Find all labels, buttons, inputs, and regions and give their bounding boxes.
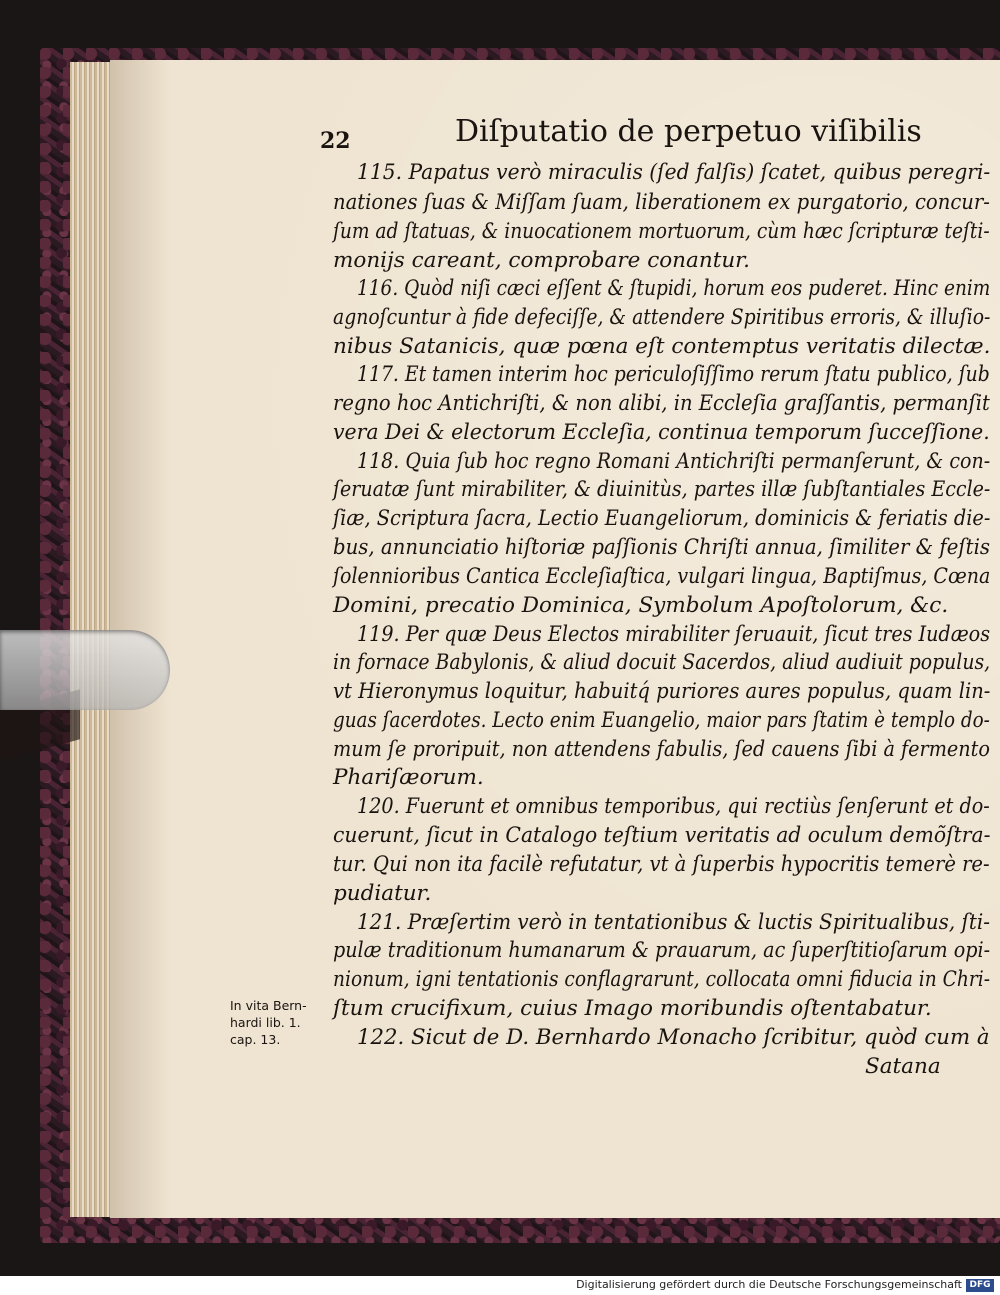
text-line: monijs careant, comprobare conantur. bbox=[333, 248, 750, 273]
text-line: 115. Papatus verò miraculis (ſed falſis) ſcatet, quibus peregri- bbox=[357, 160, 991, 185]
text-line: mum ſe proripuit, non attendens fabulis, ſed cauens ſibi à fermento bbox=[333, 737, 990, 762]
catchword: Satana bbox=[865, 1054, 941, 1079]
dfg-logo-icon: DFG bbox=[966, 1279, 994, 1292]
funding-credit: Digitalisierung gefördert durch die Deutsche Forschungsgemeinschaft bbox=[576, 1278, 962, 1291]
text-line: guas ſacerdotes. Lecto enim Euangelio, maior pars ſtatim è templo do- bbox=[333, 708, 990, 733]
text-line: 117. Et tamen interim hoc periculoſiſſimo rerum ſtatu publico, ſub bbox=[357, 362, 990, 387]
text-line: Domini, precatio Dominica, Symbolum Apoſtolorum, &c. bbox=[333, 593, 949, 618]
text-line: bus, annunciatio hiſtoriæ paſſionis Chriſti annua, ſimiliter & feſtis bbox=[333, 535, 991, 560]
text-line: ſum ad ſtatuas, & inuocationem mortuorum, cùm hæc ſcripturæ teſti- bbox=[333, 219, 990, 244]
page-number: 22 bbox=[320, 128, 351, 154]
page-clip bbox=[0, 630, 170, 710]
text-line: pulæ traditionum humanarum & prauarum, ac ſuperſtitioſarum opi- bbox=[333, 938, 991, 963]
text-line: in fornace Babylonis, & aliud docuit Sacerdos, aliud audiuit populus, bbox=[333, 650, 991, 675]
text-line: 120. Fuerunt et omnibus temporibus, qui rectiùs ſenſerunt et do- bbox=[357, 794, 990, 819]
margin-note bbox=[230, 997, 307, 1048]
text-line: 116. Quòd niſi cæci eſſent & ſtupidi, horum eos puderet. Hinc enim bbox=[357, 276, 991, 301]
text-line: tur. Qui non ita facilè refutatur, vt à ſuperbis hypocritis temerè re- bbox=[333, 852, 990, 877]
text-line: ſeruatæ ſunt mirabiliter, & diuinitùs, partes illæ ſubſtantiales Eccle- bbox=[333, 477, 991, 502]
text-line: pudiatur. bbox=[333, 881, 432, 906]
text-line: nionum, igni tentationis conflagrarunt, collocata omni fiducia in Chri- bbox=[333, 967, 990, 992]
text-line: 122. Sicut de D. Bernhardo Monacho ſcribitur, quòd cum à bbox=[357, 1025, 990, 1050]
text-line: agnoſcuntur à fide defeciſſe, & attendere Spiritibus erroris, & illuſio- bbox=[333, 305, 991, 330]
text-line: nationes ſuas & Miſſam ſuam, liberationem ex purgatorio, concur- bbox=[333, 190, 990, 215]
margin-note-line: cap. 13. bbox=[230, 1032, 281, 1047]
text-line: nibus Satanicis, quæ pœna eſt contemptus veritatis dilectæ. bbox=[333, 334, 991, 359]
footer-bar bbox=[0, 1276, 1000, 1295]
text-line: ſiæ, Scriptura ſacra, Lectio Euangeliorum, dominicis & feriatis die- bbox=[333, 506, 991, 531]
margin-note-line: hardi lib. 1. bbox=[230, 1015, 301, 1030]
text-line: vera Dei & electorum Eccleſia, continua temporum ſucceſſione. bbox=[333, 420, 990, 445]
text-line: Phariſæorum. bbox=[333, 765, 484, 790]
text-line: ſtum crucifixum, cuius Imago moribundis oſtentabatur. bbox=[333, 996, 932, 1021]
running-title: Diſputatio de perpetuo viſibilis bbox=[455, 114, 922, 149]
text-line: 121. Præſertim verò in tentationibus & luctis Spiritualibus, ſti- bbox=[357, 910, 990, 935]
margin-note-line: In vita Bern- bbox=[230, 998, 307, 1013]
text-line: regno hoc Antichriſti, & non alibi, in Eccleſia graſſantis, permanſit bbox=[333, 391, 990, 416]
text-line: ſolennioribus Cantica Eccleſiaſtica, vulgari lingua, Baptiſmus, Cœna bbox=[333, 564, 991, 589]
text-line: 119. Per quæ Deus Electos mirabiliter ſeruauit, ſicut tres Iudæos bbox=[357, 622, 991, 647]
text-line: vt Hieronymus loquitur, habuitq́ puriores aures populus, quam lin- bbox=[333, 679, 991, 704]
text-line: cuerunt, ſicut in Catalogo teſtium veritatis ad oculum demõſtra- bbox=[333, 823, 991, 848]
text-line: 118. Quia ſub hoc regno Romani Antichriſti permanſerunt, & con- bbox=[357, 449, 991, 474]
